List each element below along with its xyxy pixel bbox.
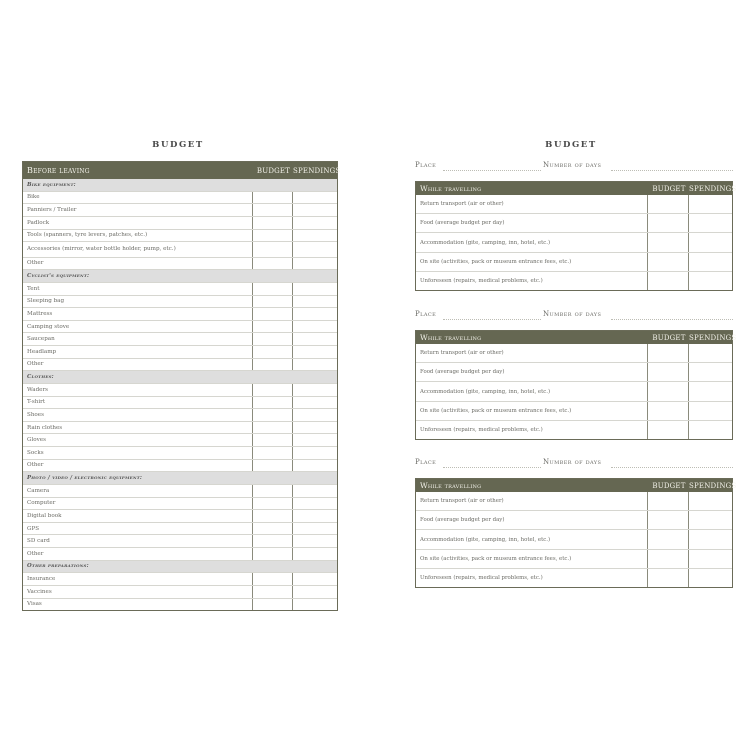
spendings-cell[interactable] bbox=[688, 195, 732, 213]
row-label: Return transport (air or other) bbox=[420, 498, 504, 505]
row-label: Sleeping bag bbox=[27, 298, 65, 305]
row-label: Camping stove bbox=[27, 323, 70, 330]
days-field[interactable] bbox=[611, 467, 733, 468]
row-label: Vaccines bbox=[27, 588, 52, 595]
section-label: Cyclist's equipment: bbox=[27, 273, 90, 280]
spendings-cell[interactable] bbox=[292, 422, 337, 434]
section-row bbox=[23, 472, 337, 485]
spendings-cell[interactable] bbox=[292, 359, 337, 371]
row-label: Accommodation (gite, camping, inn, hotel, etc.) bbox=[420, 239, 551, 246]
budget-cell[interactable] bbox=[647, 530, 688, 548]
table-row bbox=[23, 242, 337, 258]
place-line bbox=[415, 310, 733, 322]
table-row bbox=[23, 397, 337, 410]
table-row bbox=[416, 382, 732, 401]
row-label: Other bbox=[27, 260, 44, 267]
spendings-cell[interactable] bbox=[292, 586, 337, 598]
row-label: Return transport (air or other) bbox=[420, 201, 504, 208]
row-label: Bike bbox=[27, 194, 40, 201]
table-row bbox=[416, 233, 732, 252]
table-row bbox=[23, 573, 337, 586]
table-row bbox=[23, 204, 337, 217]
budget-cell bbox=[252, 270, 292, 282]
row-label: Accessories (mirror, water bottle holder, pump, etc.) bbox=[27, 246, 176, 253]
table-header bbox=[416, 331, 737, 344]
spendings-cell[interactable] bbox=[688, 272, 732, 290]
spendings-cell[interactable] bbox=[292, 192, 337, 204]
row-label: Digital book bbox=[27, 512, 62, 519]
row-label: Padlock bbox=[27, 219, 50, 226]
table-row bbox=[23, 422, 337, 435]
table-header bbox=[416, 182, 737, 195]
spendings-cell[interactable] bbox=[292, 548, 337, 560]
budget-cell[interactable] bbox=[252, 308, 292, 320]
budget-cell[interactable] bbox=[647, 382, 688, 400]
budget-cell[interactable] bbox=[647, 363, 688, 381]
row-label: GPS bbox=[27, 525, 40, 532]
place-line bbox=[415, 161, 733, 173]
header-budget: BUDGET bbox=[256, 166, 291, 175]
place-label: Place bbox=[415, 310, 437, 318]
place-field[interactable] bbox=[443, 467, 541, 468]
table-row bbox=[23, 409, 337, 422]
table-row bbox=[23, 384, 337, 397]
table-row bbox=[23, 296, 337, 309]
table-row bbox=[23, 447, 337, 460]
table-row bbox=[23, 510, 337, 523]
travel-block-3 bbox=[415, 458, 737, 581]
budget-cell[interactable] bbox=[647, 569, 688, 587]
table-row bbox=[416, 344, 732, 363]
table-row bbox=[416, 511, 732, 530]
row-label: Other bbox=[27, 462, 44, 469]
place-field[interactable] bbox=[443, 319, 541, 320]
row-label: Camera bbox=[27, 487, 50, 494]
row-label: Headlamp bbox=[27, 348, 57, 355]
spendings-cell[interactable] bbox=[688, 421, 732, 439]
row-label: Accommodation (gite, camping, inn, hotel, etc.) bbox=[420, 388, 551, 395]
budget-cell bbox=[252, 561, 292, 573]
spendings-cell[interactable] bbox=[292, 283, 337, 295]
table-row bbox=[23, 586, 337, 599]
budget-cell[interactable] bbox=[252, 548, 292, 560]
table-row bbox=[23, 346, 337, 359]
table-row bbox=[23, 359, 337, 372]
place-field[interactable] bbox=[443, 170, 541, 171]
budget-cell[interactable] bbox=[647, 233, 688, 251]
table-row bbox=[23, 258, 337, 271]
budget-cell[interactable] bbox=[252, 510, 292, 522]
row-label: Unforeseen (repairs, medical problems, etc.) bbox=[420, 277, 543, 284]
travel-block-1 bbox=[415, 161, 737, 284]
table-row bbox=[23, 535, 337, 548]
spendings-cell[interactable] bbox=[688, 233, 732, 251]
budget-cell[interactable] bbox=[252, 333, 292, 345]
budget-cell[interactable] bbox=[252, 321, 292, 333]
row-label: Accommodation (gite, camping, inn, hotel, etc.) bbox=[420, 536, 551, 543]
table-row bbox=[23, 460, 337, 473]
budget-cell[interactable] bbox=[252, 460, 292, 472]
while-travelling-table bbox=[415, 478, 737, 588]
budget-cell[interactable] bbox=[252, 217, 292, 229]
table-row bbox=[23, 192, 337, 205]
spendings-cell[interactable] bbox=[292, 523, 337, 535]
spendings-cell[interactable] bbox=[292, 217, 337, 229]
spendings-cell[interactable] bbox=[688, 511, 732, 529]
spendings-cell[interactable] bbox=[292, 599, 337, 611]
budget-cell[interactable] bbox=[252, 384, 292, 396]
spendings-cell[interactable] bbox=[292, 498, 337, 510]
table-row bbox=[416, 421, 732, 439]
spendings-cell bbox=[292, 371, 337, 383]
row-label: Insurance bbox=[27, 576, 56, 583]
budget-cell[interactable] bbox=[252, 409, 292, 421]
row-label: Return transport (air or other) bbox=[420, 350, 504, 357]
row-label: T-shirt bbox=[27, 399, 46, 406]
budget-cell[interactable] bbox=[252, 434, 292, 446]
budget-cell[interactable] bbox=[252, 535, 292, 547]
table-row bbox=[23, 434, 337, 447]
row-label: Tools (spanners, tyre levers, patches, etc.) bbox=[27, 232, 148, 239]
place-label: Place bbox=[415, 458, 437, 466]
table-row bbox=[23, 523, 337, 536]
budget-cell[interactable] bbox=[252, 346, 292, 358]
budget-cell[interactable] bbox=[252, 599, 292, 611]
section-row bbox=[23, 371, 337, 384]
table-row bbox=[416, 253, 732, 272]
table-row bbox=[416, 363, 732, 382]
row-label: Unforeseen (repairs, medical problems, etc.) bbox=[420, 574, 543, 581]
budget-cell[interactable] bbox=[647, 511, 688, 529]
row-label: On site (activities, pack or museum entrance fees, etc.) bbox=[420, 407, 572, 414]
days-field[interactable] bbox=[611, 170, 733, 171]
row-label: On site (activities, pack or museum entrance fees, etc.) bbox=[420, 258, 572, 265]
spendings-cell[interactable] bbox=[292, 321, 337, 333]
row-label: Unforeseen (repairs, medical problems, etc.) bbox=[420, 426, 543, 433]
budget-cell[interactable] bbox=[252, 523, 292, 535]
budget-cell[interactable] bbox=[252, 296, 292, 308]
before-leaving-budget-table bbox=[22, 161, 341, 611]
budget-cell[interactable] bbox=[252, 359, 292, 371]
table-row bbox=[416, 569, 732, 587]
spendings-cell[interactable] bbox=[688, 363, 732, 381]
row-label: SD card bbox=[27, 538, 50, 545]
row-label: Waders bbox=[27, 386, 49, 393]
spendings-cell[interactable] bbox=[292, 460, 337, 472]
travel-block-2 bbox=[415, 310, 737, 433]
days-label: Number of days bbox=[543, 161, 602, 169]
spendings-cell[interactable] bbox=[292, 535, 337, 547]
row-label: Food (average budget per day) bbox=[420, 220, 505, 227]
days-label: Number of days bbox=[543, 458, 602, 466]
budget-cell[interactable] bbox=[252, 283, 292, 295]
budget-cell[interactable] bbox=[647, 344, 688, 362]
spendings-cell[interactable] bbox=[292, 308, 337, 320]
spendings-cell bbox=[292, 179, 337, 191]
spendings-cell[interactable] bbox=[292, 258, 337, 270]
section-row bbox=[23, 561, 337, 574]
row-label: On site (activities, pack or museum entrance fees, etc.) bbox=[420, 555, 572, 562]
budget-cell[interactable] bbox=[647, 195, 688, 213]
header-spendings: SPENDINGS bbox=[689, 481, 737, 490]
left-page-title: BUDGET bbox=[152, 140, 204, 150]
table-header bbox=[23, 162, 341, 179]
spendings-cell bbox=[292, 270, 337, 282]
table-row bbox=[23, 485, 337, 498]
spendings-cell[interactable] bbox=[688, 214, 732, 232]
header-budget: BUDGET bbox=[652, 184, 686, 193]
budget-cell[interactable] bbox=[647, 253, 688, 271]
while-travelling-table bbox=[415, 330, 737, 440]
spendings-cell[interactable] bbox=[292, 333, 337, 345]
table-row bbox=[416, 530, 732, 549]
spendings-cell[interactable] bbox=[688, 253, 732, 271]
table-row bbox=[23, 308, 337, 321]
table-row bbox=[23, 321, 337, 334]
budget-cell bbox=[252, 179, 292, 191]
budget-cell[interactable] bbox=[252, 192, 292, 204]
row-label: Other bbox=[27, 550, 44, 557]
row-label: Food (average budget per day) bbox=[420, 369, 505, 376]
table-row bbox=[23, 283, 337, 296]
spendings-cell[interactable] bbox=[292, 434, 337, 446]
spendings-cell[interactable] bbox=[688, 492, 732, 510]
spendings-cell[interactable] bbox=[688, 344, 732, 362]
table-row bbox=[23, 217, 337, 230]
header-spendings: SPENDINGS bbox=[689, 184, 737, 193]
spendings-cell bbox=[292, 561, 337, 573]
header-budget: BUDGET bbox=[652, 481, 686, 490]
while-travelling-table bbox=[415, 181, 737, 291]
spendings-cell[interactable] bbox=[292, 485, 337, 497]
header-label: While travelling bbox=[420, 333, 482, 342]
table-row bbox=[416, 272, 732, 290]
budget-cell[interactable] bbox=[647, 214, 688, 232]
budget-cell[interactable] bbox=[252, 573, 292, 585]
spendings-cell[interactable] bbox=[292, 573, 337, 585]
budget-cell[interactable] bbox=[647, 272, 688, 290]
budget-cell[interactable] bbox=[647, 402, 688, 420]
table-row bbox=[23, 230, 337, 243]
spendings-cell[interactable] bbox=[292, 242, 337, 257]
row-label: Mattress bbox=[27, 310, 53, 317]
section-row bbox=[23, 179, 337, 192]
table-row bbox=[23, 333, 337, 346]
section-row bbox=[23, 270, 337, 283]
budget-cell bbox=[252, 472, 292, 484]
header-spendings: SPENDINGS bbox=[689, 333, 737, 342]
section-label: Clothes: bbox=[27, 374, 54, 381]
budget-cell[interactable] bbox=[252, 422, 292, 434]
row-label: Other bbox=[27, 361, 44, 368]
place-line bbox=[415, 458, 733, 470]
row-label: Panniers / Trailer bbox=[27, 207, 77, 214]
header-label: While travelling bbox=[420, 481, 482, 490]
header-budget: BUDGET bbox=[652, 333, 686, 342]
right-page-title: BUDGET bbox=[545, 140, 597, 150]
spendings-cell[interactable] bbox=[292, 447, 337, 459]
budget-cell[interactable] bbox=[252, 230, 292, 242]
row-label: Tent bbox=[27, 285, 40, 292]
row-label: Socks bbox=[27, 449, 44, 456]
table-row bbox=[416, 492, 732, 511]
spendings-cell[interactable] bbox=[688, 530, 732, 548]
table-row bbox=[416, 550, 732, 569]
spendings-cell[interactable] bbox=[292, 397, 337, 409]
table-row bbox=[416, 195, 732, 214]
budget-cell bbox=[252, 371, 292, 383]
spendings-cell[interactable] bbox=[688, 402, 732, 420]
table-row bbox=[23, 548, 337, 561]
table-row bbox=[23, 498, 337, 511]
budget-cell[interactable] bbox=[252, 204, 292, 216]
section-label: Bike equipment: bbox=[27, 181, 76, 188]
header-spendings: SPENDINGS bbox=[293, 166, 341, 175]
budget-cell[interactable] bbox=[647, 421, 688, 439]
days-label: Number of days bbox=[543, 310, 602, 318]
days-field[interactable] bbox=[611, 319, 733, 320]
spendings-cell[interactable] bbox=[292, 296, 337, 308]
header-label: Before leaving bbox=[27, 166, 90, 175]
row-label: Food (average budget per day) bbox=[420, 517, 505, 524]
budget-cell[interactable] bbox=[252, 258, 292, 270]
section-label: Photo / video / electronic equipment: bbox=[27, 475, 143, 482]
spendings-cell[interactable] bbox=[292, 384, 337, 396]
spendings-cell[interactable] bbox=[292, 204, 337, 216]
place-label: Place bbox=[415, 161, 437, 169]
row-label: Visas bbox=[27, 601, 42, 608]
budget-cell[interactable] bbox=[252, 242, 292, 257]
budget-cell[interactable] bbox=[252, 586, 292, 598]
budget-cell[interactable] bbox=[252, 498, 292, 510]
row-label: Gloves bbox=[27, 437, 46, 444]
row-label: Rain clothes bbox=[27, 424, 63, 431]
spendings-cell[interactable] bbox=[688, 569, 732, 587]
table-row bbox=[23, 599, 337, 611]
row-label: Computer bbox=[27, 500, 56, 507]
spendings-cell[interactable] bbox=[688, 550, 732, 568]
header-label: While travelling bbox=[420, 184, 482, 193]
table-row bbox=[416, 402, 732, 421]
spendings-cell[interactable] bbox=[688, 382, 732, 400]
spendings-cell[interactable] bbox=[292, 510, 337, 522]
budget-cell[interactable] bbox=[647, 492, 688, 510]
table-row bbox=[416, 214, 732, 233]
budget-cell[interactable] bbox=[647, 550, 688, 568]
spendings-cell[interactable] bbox=[292, 409, 337, 421]
spendings-cell[interactable] bbox=[292, 230, 337, 242]
spendings-cell[interactable] bbox=[292, 346, 337, 358]
section-label: Other preparations: bbox=[27, 563, 89, 570]
row-label: Shoes bbox=[27, 411, 44, 418]
table-header bbox=[416, 479, 737, 492]
budget-cell[interactable] bbox=[252, 485, 292, 497]
row-label: Saucepan bbox=[27, 336, 55, 343]
budget-cell[interactable] bbox=[252, 447, 292, 459]
spendings-cell bbox=[292, 472, 337, 484]
budget-cell[interactable] bbox=[252, 397, 292, 409]
